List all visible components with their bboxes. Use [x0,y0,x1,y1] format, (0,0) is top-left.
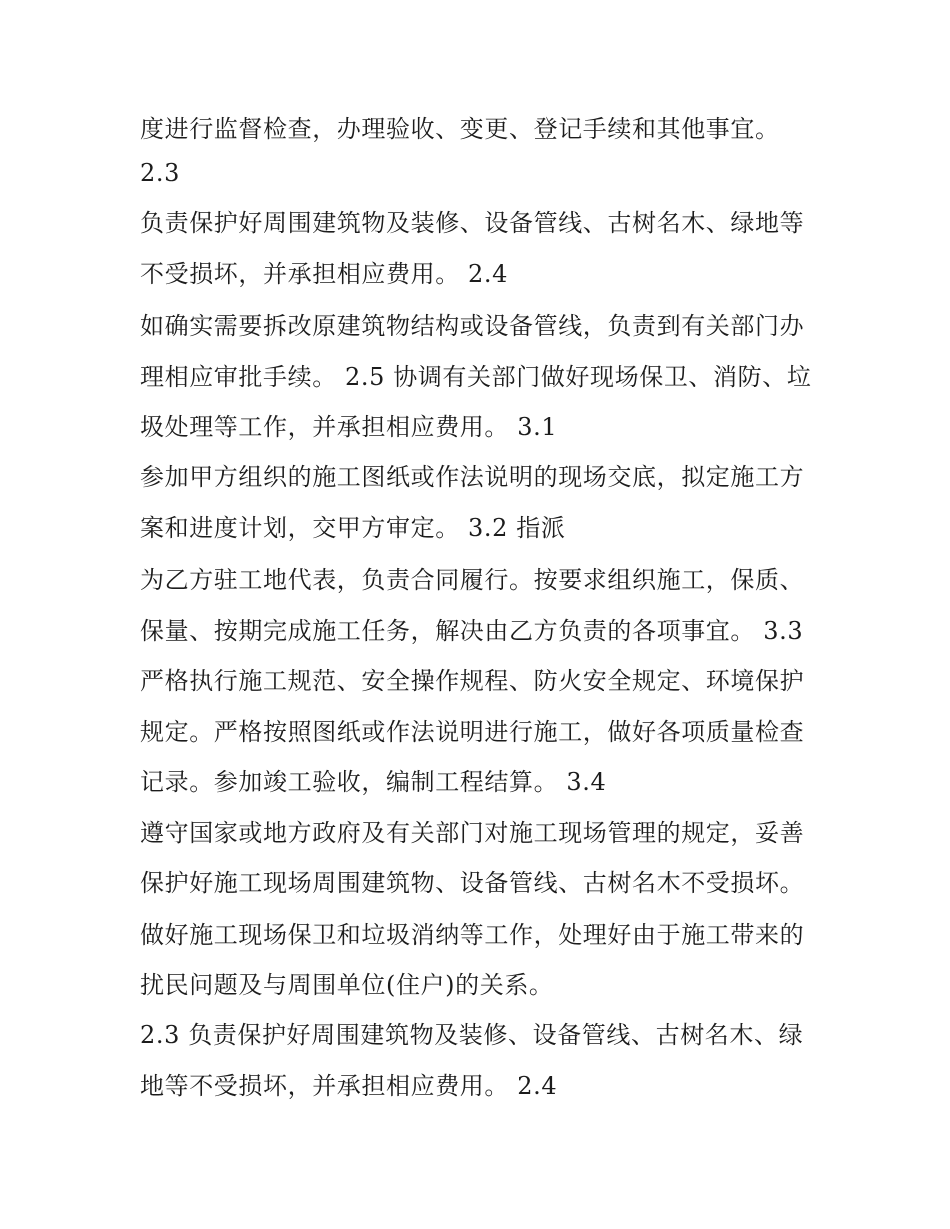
text-line: 遵守国家或地方政府及有关部门对施工现场管理的规定，妥善 [140,819,805,847]
text-line: 保量、按期完成施工任务，解决由乙方负责的各项事宜。 3.3 [140,617,804,645]
text-line: 做好施工现场保卫和垃圾消纳等工作，处理好由于施工带来的 [140,921,805,949]
text-line: 负责保护好周围建筑物及装修、设备管线、古树名木、绿地等 [140,209,805,237]
text-line: 参加甲方组织的施工图纸或作法说明的现场交底，拟定施工方 [140,463,805,491]
text-line: 2.3 [140,159,180,187]
text-line: 记录。参加竣工验收，编制工程结算。 3.4 [140,768,607,796]
text-line: 案和进度计划，交甲方审定。 3.2 指派 [140,514,566,542]
text-line: 2.3 负责保护好周围建筑物及装修、设备管线、古树名木、绿 [140,1021,804,1049]
text-line: 扰民问题及与周围单位(住户)的关系。 [140,971,554,999]
text-line: 严格执行施工规范、安全操作规程、防火安全规定、环境保护 [140,667,805,695]
text-line: 如确实需要拆改原建筑物结构或设备管线，负责到有关部门办 [140,312,805,340]
text-line: 理相应审批手续。 2.5 协调有关部门做好现场保卫、消防、垃 [140,363,812,391]
text-line: 地等不受损坏，并承担相应费用。 2.4 [140,1072,558,1100]
text-line: 度进行监督检查，办理验收、变更、登记手续和其他事宜。 [140,115,780,143]
text-line: 为乙方驻工地代表，负责合同履行。按要求组织施工，保质、 [140,566,805,594]
text-line: 规定。严格按照图纸或作法说明进行施工，做好各项质量检查 [140,718,805,746]
text-line: 保护好施工现场周围建筑物、设备管线、古树名木不受损坏。 [140,869,805,897]
text-line: 圾处理等工作，并承担相应费用。 3.1 [140,413,558,441]
text-line: 不受损坏，并承担相应费用。 2.4 [140,260,508,288]
